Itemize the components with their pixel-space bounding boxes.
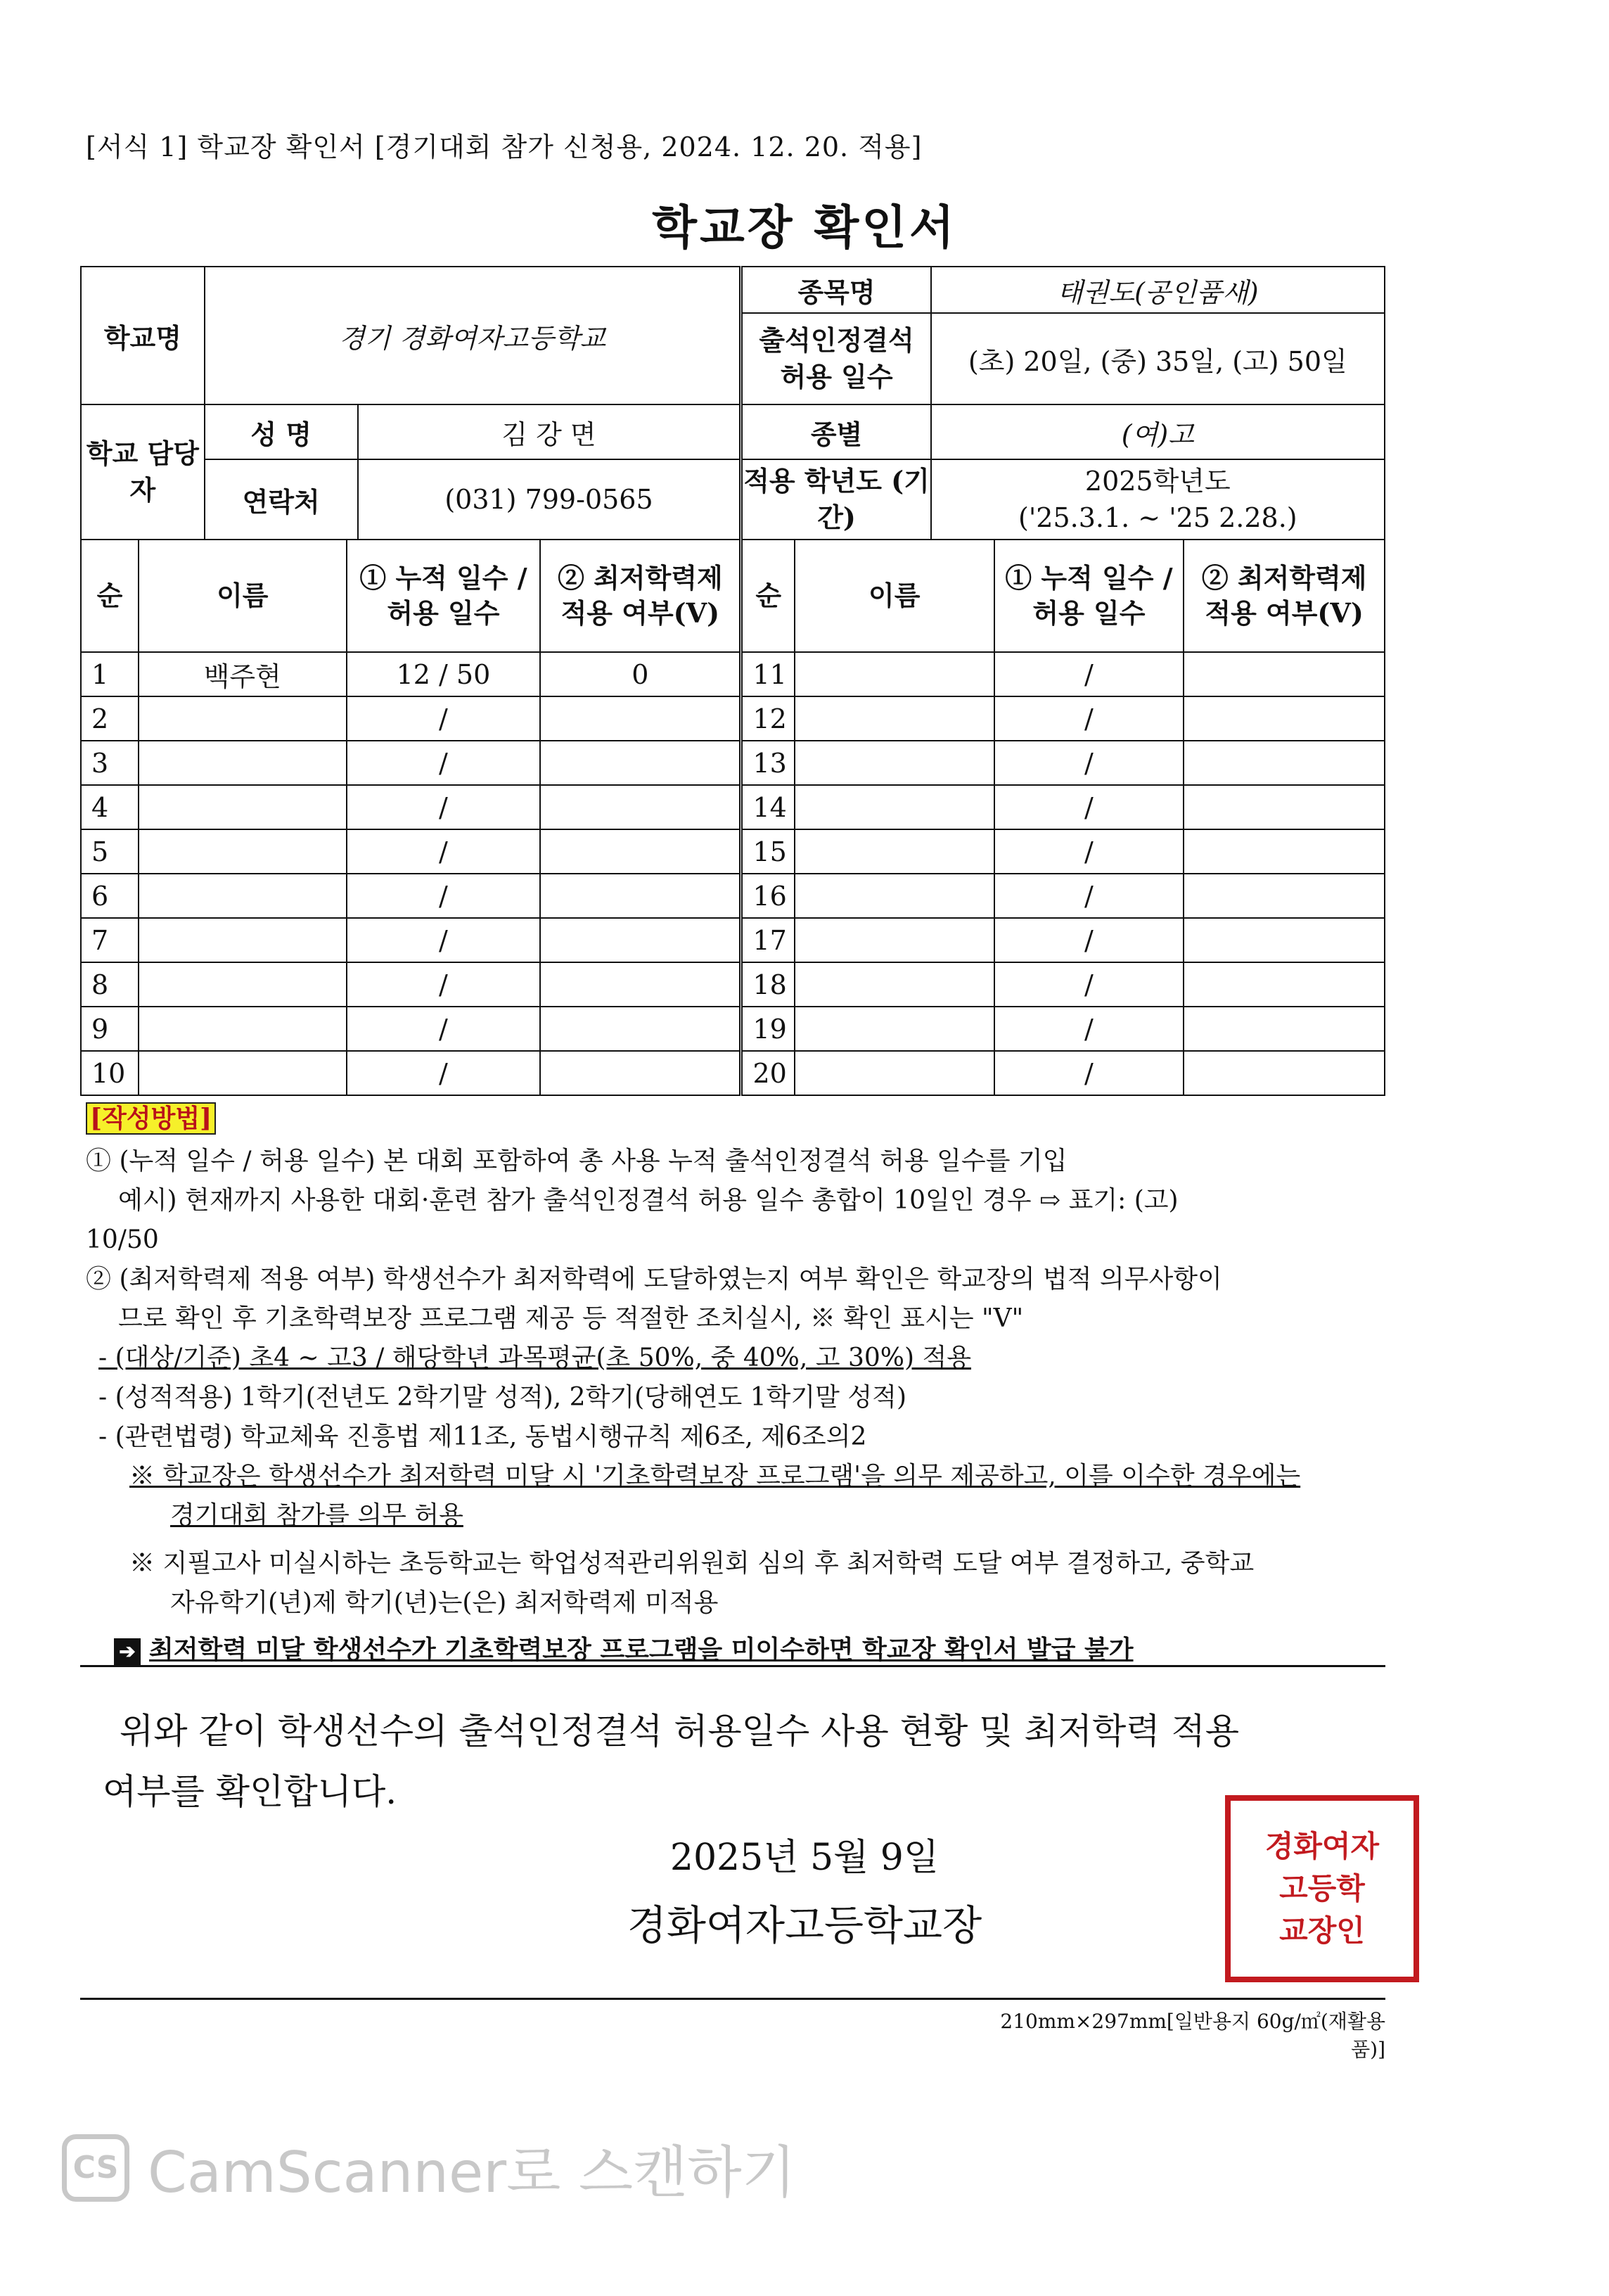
min-academic-check [1184, 696, 1385, 741]
days-used: / [994, 918, 1184, 962]
row-number: 14 [741, 785, 795, 829]
col-name-left: 이름 [139, 540, 347, 652]
camscanner-icon: CS [62, 2134, 129, 2202]
paper-spec: 210mm×297mm[일반용지 60g/㎡(재활용품)] [1000, 2010, 1385, 2061]
student-name [795, 652, 994, 696]
student-name [795, 785, 994, 829]
student-name [139, 1007, 347, 1051]
days-used: / [994, 874, 1184, 918]
contact-value: (031) 799-0565 [358, 459, 741, 540]
days-used: / [347, 874, 541, 918]
min-academic-check [1184, 829, 1385, 874]
school-value: 경기 경화여자고등학교 [205, 267, 741, 404]
min-academic-check [540, 1051, 741, 1095]
min-academic-check [1184, 962, 1385, 1007]
note-8: 최저학력 미달 학생선수가 기초학력보장 프로그램을 미이수하면 학교장 확인서 발급 불가 [149, 1635, 1134, 1664]
student-name [795, 741, 994, 785]
row-number: 7 [81, 918, 139, 962]
declaration-line-2: 여부를 확인합니다. [103, 1771, 397, 1812]
row-number: 6 [81, 874, 139, 918]
student-name [795, 1051, 994, 1095]
days-used: / [994, 962, 1184, 1007]
category-label: 종별 [741, 404, 931, 459]
row-number: 15 [741, 829, 795, 874]
row-number: 9 [81, 1007, 139, 1051]
row-number: 11 [741, 652, 795, 696]
days-used: / [994, 696, 1184, 741]
min-academic-check [1184, 918, 1385, 962]
table-row [81, 918, 1385, 962]
year-label: 적용 학년도 (기간) [741, 459, 931, 540]
allowed-days-value: (초) 20일, (중) 35일, (고) 50일 [931, 313, 1385, 404]
row-number: 3 [81, 741, 139, 785]
event-value: 태권도(공인품새) [931, 267, 1385, 313]
days-used: / [347, 741, 541, 785]
declaration-line-1: 위와 같이 학생선수의 출석인정결석 허용일수 사용 현황 및 최저학력 적용 [120, 1711, 1240, 1752]
student-name [139, 1051, 347, 1095]
days-used: / [994, 1007, 1184, 1051]
days-used: / [347, 829, 541, 874]
camscanner-watermark [62, 2127, 796, 2208]
days-used: / [994, 1051, 1184, 1095]
student-name [139, 829, 347, 874]
row-number: 20 [741, 1051, 795, 1095]
document-title: 학교장 확인서 [652, 200, 957, 255]
days-used: / [347, 918, 541, 962]
note-7a: ※ 지필고사 미실시하는 초등학교는 학업성적관리위원회 심의 후 최저학력 도달 여부 결정하고, 중학교 [129, 1549, 1255, 1578]
min-academic-check [540, 918, 741, 962]
seal-line-1: 경화여자 [1264, 1829, 1380, 1863]
col-min-left: ② 최저학력제 적용 여부(V) [540, 540, 741, 652]
name-label: 성 명 [205, 404, 358, 459]
declaration [103, 1701, 1385, 1822]
student-name [795, 1007, 994, 1051]
table-row [81, 741, 1385, 785]
row-number: 2 [81, 696, 139, 741]
note-4: - (성적적용) 1학기(전년도 2학기말 성적), 2학기(당해연도 1학기말 성적) [98, 1383, 906, 1412]
info-table [80, 266, 1385, 540]
row-number: 4 [81, 785, 139, 829]
note-6a: ※ 학교장은 학생선수가 최저학력 미달 시 '기초학력보장 프로그램'을 의무 제공하고, 이를 이수한 경우에는 [129, 1462, 1301, 1491]
min-academic-check [540, 785, 741, 829]
camscanner-text: CamScanner로 스캔하기 [148, 2140, 796, 2205]
contact-label: 연락처 [205, 459, 358, 540]
table-row [81, 696, 1385, 741]
instructions-heading: [작성방법] [86, 1102, 216, 1135]
min-academic-check [540, 874, 741, 918]
table-row [81, 829, 1385, 874]
student-name [795, 829, 994, 874]
min-academic-check [1184, 1051, 1385, 1095]
min-academic-check [540, 741, 741, 785]
min-academic-check [1184, 874, 1385, 918]
row-number: 17 [741, 918, 795, 962]
note-2b: 므로 확인 후 기초학력보장 프로그램 제공 등 적절한 조치실시, ※ 확인 표시는 "V" [118, 1304, 1024, 1333]
bottom-divider [80, 1998, 1385, 2000]
days-used: / [347, 1007, 541, 1051]
note-1b: 예시) 현재까지 사용한 대회·훈련 참가 출석인정결석 허용 일수 총합이 10일인 경우 ⇨ 표기: (고) [118, 1186, 1179, 1215]
year-cell [931, 459, 1385, 540]
col-name-right: 이름 [795, 540, 994, 652]
min-academic-check [540, 1007, 741, 1051]
student-name [139, 962, 347, 1007]
min-academic-check [540, 962, 741, 1007]
note-5: - (관련법령) 학교체육 진흥법 제11조, 동법시행규칙 제6조, 제6조의2 [98, 1422, 867, 1451]
days-used: / [994, 785, 1184, 829]
days-used: / [994, 652, 1184, 696]
col-days-right: ① 누적 일수 / 허용 일수 [994, 540, 1184, 652]
col-seq-right: 순 [741, 540, 795, 652]
student-name [795, 918, 994, 962]
student-name [139, 741, 347, 785]
student-table [80, 539, 1385, 1096]
row-number: 5 [81, 829, 139, 874]
days-used: / [347, 962, 541, 1007]
school-label: 학교명 [81, 267, 205, 404]
signer-name: 경화여자고등학교장 [627, 1901, 982, 1949]
official-seal [1225, 1795, 1419, 1982]
table-row [81, 1007, 1385, 1051]
row-number: 13 [741, 741, 795, 785]
min-academic-check [540, 696, 741, 741]
min-academic-check: 0 [540, 652, 741, 696]
student-name [139, 696, 347, 741]
days-used: / [347, 696, 541, 741]
col-min-right: ② 최저학력제 적용 여부(V) [1184, 540, 1385, 652]
student-name [139, 785, 347, 829]
row-number: 16 [741, 874, 795, 918]
note-7b: 자유학기(년)제 학기(년)는(은) 최저학력제 미적용 [170, 1588, 719, 1617]
row-number: 19 [741, 1007, 795, 1051]
instructions [86, 1099, 1387, 1669]
row-number: 18 [741, 962, 795, 1007]
days-used: / [347, 785, 541, 829]
allowed-days-label: 출석인정결석 허용 일수 [741, 313, 931, 404]
manager-label: 학교 담당자 [81, 404, 205, 540]
min-academic-check [1184, 785, 1385, 829]
category-value: (여)고 [931, 404, 1385, 459]
days-used: 12 / 50 [347, 652, 541, 696]
year-value: 2025학년도 [1084, 466, 1231, 497]
note-8-row [86, 1630, 1387, 1669]
col-days-left: ① 누적 일수 / 허용 일수 [347, 540, 541, 652]
form-reference: [서식 1] 학교장 확인서 [경기대회 참가 신청용, 2024. 12. 20. 적용] [86, 132, 923, 162]
row-number: 8 [81, 962, 139, 1007]
period-value: ('25.3.1. ~ '25 2.28.) [1018, 502, 1297, 533]
event-label: 종목명 [741, 267, 931, 313]
notes-divider [80, 1665, 1385, 1667]
table-row [81, 785, 1385, 829]
min-academic-check [540, 829, 741, 874]
student-name [139, 874, 347, 918]
issue-date: 2025년 5월 9일 [669, 1837, 940, 1879]
days-used: / [994, 741, 1184, 785]
min-academic-check [1184, 741, 1385, 785]
table-row [81, 652, 1385, 696]
student-name [795, 962, 994, 1007]
table-row [81, 874, 1385, 918]
table-row [81, 1051, 1385, 1095]
note-1c: 10/50 [86, 1225, 159, 1254]
days-used: / [994, 829, 1184, 874]
student-name [139, 918, 347, 962]
row-number: 10 [81, 1051, 139, 1095]
student-name [795, 874, 994, 918]
min-academic-check [1184, 652, 1385, 696]
seal-line-2: 고등학 [1279, 1871, 1365, 1906]
note-3: - (대상/기준) 초4 ~ 고3 / 해당학년 과목평균(초 50%, 중 40%, 고 30%) 적용 [98, 1344, 972, 1372]
name-value: 김 강 면 [358, 404, 741, 459]
col-seq-left: 순 [81, 540, 139, 652]
days-used: / [347, 1051, 541, 1095]
table-row [81, 962, 1385, 1007]
min-academic-check [1184, 1007, 1385, 1051]
seal-line-3: 교장인 [1279, 1913, 1365, 1948]
student-name [795, 696, 994, 741]
note-2a: ② (최저학력제 적용 여부) 학생선수가 최저학력에 도달하였는지 여부 확인은 학교장의 법적 의무사항이 [86, 1265, 1222, 1294]
row-number: 12 [741, 696, 795, 741]
note-1a: ① (누적 일수 / 허용 일수) 본 대회 포함하여 총 사용 누적 출석인정결석 허용 일수를 기입 [86, 1147, 1068, 1175]
arrow-box-icon: ➔ [114, 1638, 141, 1665]
row-number: 1 [81, 652, 139, 696]
student-name: 백주현 [139, 652, 347, 696]
note-6b: 경기대회 참가를 의무 허용 [170, 1501, 463, 1530]
